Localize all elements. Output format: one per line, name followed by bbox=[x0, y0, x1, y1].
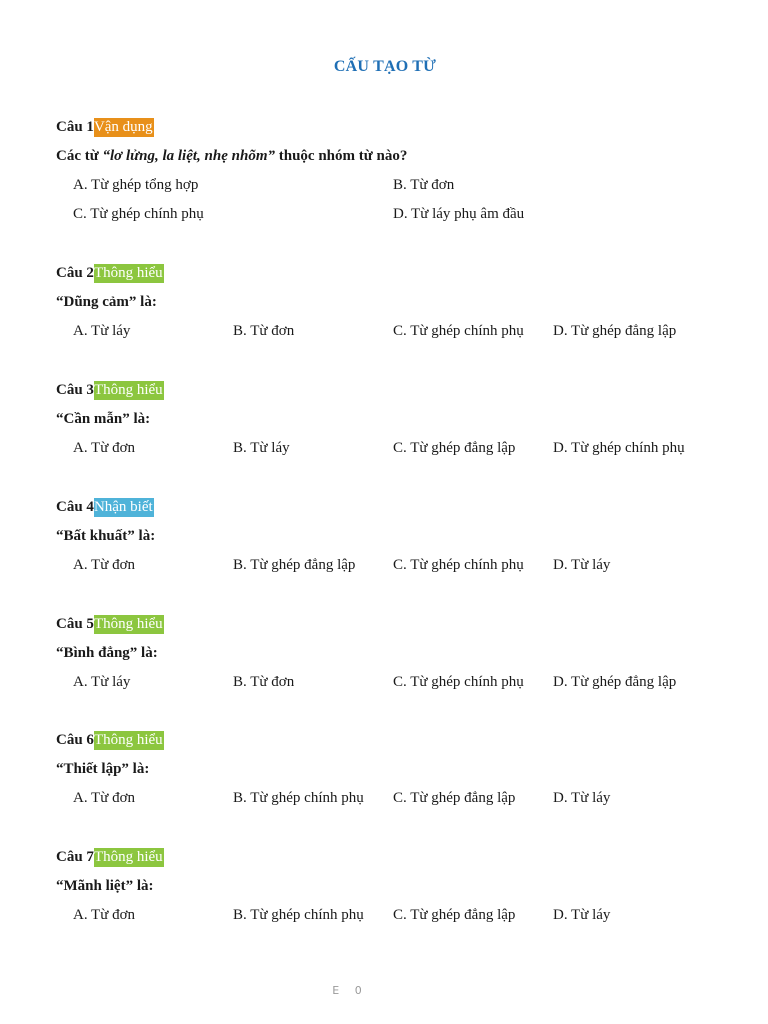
answer-option-a[interactable]: A. Từ ghép tổng hợp bbox=[73, 177, 199, 193]
question-4 bbox=[56, 497, 736, 584]
stem-emphasis: “lơ lửng, la liệt, nhẹ nhõm” bbox=[102, 148, 275, 164]
question-header bbox=[56, 117, 736, 137]
question-number: Câu 5 bbox=[56, 616, 94, 632]
stem-text-end: thuộc nhóm từ nào? bbox=[275, 148, 408, 164]
question-header bbox=[56, 730, 736, 750]
stem-text: “Mãnh liệt” là: bbox=[56, 878, 154, 894]
stem-text: “Cần mẫn” là: bbox=[56, 411, 151, 427]
question-6 bbox=[56, 730, 736, 817]
document-title: CẤU TẠO TỪ bbox=[333, 58, 437, 75]
answer-options bbox=[56, 175, 736, 233]
answer-option-c[interactable]: C. Từ ghép đẳng lập bbox=[393, 790, 516, 806]
question-7 bbox=[56, 847, 736, 934]
question-header bbox=[56, 380, 736, 400]
question-3 bbox=[56, 380, 736, 467]
difficulty-badge: Thông hiểu bbox=[93, 849, 163, 865]
question-5 bbox=[56, 614, 736, 701]
answer-option-c[interactable]: C. Từ ghép chính phụ bbox=[393, 323, 524, 339]
answer-option-b[interactable]: B. Từ đơn bbox=[233, 674, 295, 690]
question-stem bbox=[56, 876, 736, 896]
answer-options bbox=[56, 672, 736, 701]
question-number: Câu 4 bbox=[56, 499, 94, 515]
stem-text: “Bất khuất” là: bbox=[56, 528, 156, 544]
question-header bbox=[56, 497, 736, 517]
answer-option-b[interactable]: B. Từ ghép chính phụ bbox=[233, 790, 364, 806]
answer-option-b[interactable]: B. Từ ghép đẳng lập bbox=[233, 557, 356, 573]
answer-option-d[interactable]: D. Từ ghép đẳng lập bbox=[553, 323, 677, 339]
answer-option-a[interactable]: A. Từ láy bbox=[73, 674, 131, 690]
answer-options bbox=[56, 905, 736, 934]
answer-option-d[interactable]: D. Từ láy phụ âm đầu bbox=[393, 206, 525, 222]
answer-options bbox=[56, 321, 736, 350]
question-stem bbox=[56, 292, 736, 312]
question-stem bbox=[56, 146, 736, 166]
answer-option-d[interactable]: D. Từ láy bbox=[553, 907, 611, 923]
answer-option-a[interactable]: A. Từ đơn bbox=[73, 557, 136, 573]
question-number: Câu 6 bbox=[56, 732, 94, 748]
answer-option-d[interactable]: D. Từ láy bbox=[553, 790, 611, 806]
answer-option-d[interactable]: D. Từ ghép chính phụ bbox=[553, 440, 685, 456]
question-2 bbox=[56, 263, 736, 350]
question-number: Câu 7 bbox=[56, 849, 94, 865]
question-header bbox=[56, 263, 736, 283]
stem-text: Các từ bbox=[56, 148, 103, 164]
difficulty-badge: Thông hiểu bbox=[93, 732, 163, 748]
question-header bbox=[56, 847, 736, 867]
difficulty-badge: Vận dụng bbox=[93, 119, 153, 135]
difficulty-badge: Thông hiểu bbox=[93, 265, 163, 281]
answer-options bbox=[56, 555, 736, 584]
stem-text: “Bình đẳng” là: bbox=[56, 645, 158, 661]
question-number: Câu 3 bbox=[56, 382, 94, 398]
answer-option-c[interactable]: C. Từ ghép đẳng lập bbox=[393, 907, 516, 923]
question-stem bbox=[56, 409, 736, 429]
page-footer: E 0 bbox=[332, 984, 368, 997]
difficulty-badge: Thông hiểu bbox=[93, 382, 163, 398]
answer-options bbox=[56, 438, 736, 467]
answer-option-a[interactable]: A. Từ đơn bbox=[73, 790, 136, 806]
question-1 bbox=[56, 117, 736, 233]
question-number: Câu 2 bbox=[56, 265, 94, 281]
answer-options bbox=[56, 788, 736, 817]
difficulty-badge: Nhận biết bbox=[93, 499, 153, 515]
answer-option-c[interactable]: C. Từ ghép chính phụ bbox=[393, 674, 524, 690]
difficulty-badge: Thông hiểu bbox=[93, 616, 163, 632]
answer-option-d[interactable]: D. Từ láy bbox=[553, 557, 611, 573]
answer-option-d[interactable]: D. Từ ghép đẳng lập bbox=[553, 674, 677, 690]
answer-option-c[interactable]: C. Từ ghép chính phụ bbox=[393, 557, 524, 573]
answer-option-b[interactable]: B. Từ láy bbox=[233, 440, 290, 456]
question-header bbox=[56, 614, 736, 634]
question-stem bbox=[56, 526, 736, 546]
answer-option-a[interactable]: A. Từ đơn bbox=[73, 907, 136, 923]
answer-option-a[interactable]: A. Từ láy bbox=[73, 323, 131, 339]
answer-option-c[interactable]: C. Từ ghép chính phụ bbox=[73, 206, 204, 222]
answer-option-a[interactable]: A. Từ đơn bbox=[73, 440, 136, 456]
stem-text: “Thiết lập” là: bbox=[56, 761, 150, 777]
stem-text: “Dũng cảm” là: bbox=[56, 294, 157, 310]
answer-option-b[interactable]: B. Từ đơn bbox=[393, 177, 455, 193]
question-stem bbox=[56, 643, 736, 663]
answer-option-c[interactable]: C. Từ ghép đẳng lập bbox=[393, 440, 516, 456]
answer-option-b[interactable]: B. Từ đơn bbox=[233, 323, 295, 339]
question-stem bbox=[56, 759, 736, 779]
answer-option-b[interactable]: B. Từ ghép chính phụ bbox=[233, 907, 364, 923]
question-number: Câu 1 bbox=[56, 119, 94, 135]
